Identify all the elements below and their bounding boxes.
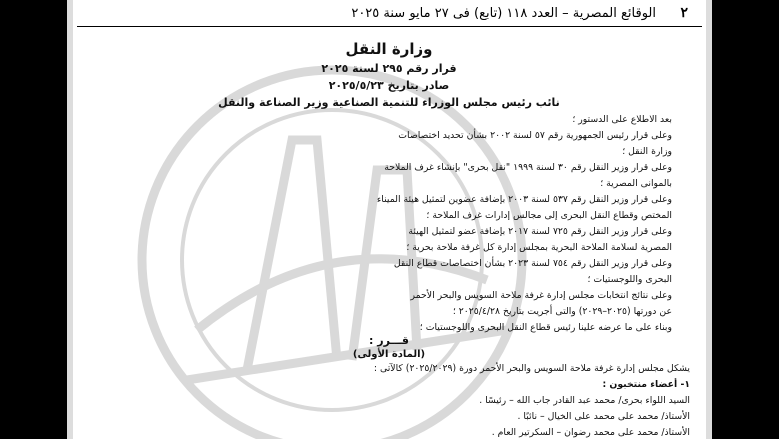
ministry-title: وزارة النقل bbox=[345, 40, 433, 58]
document-page bbox=[67, 0, 712, 439]
preamble-line: وعلى قرار رئيس الجمهورية رقم ٥٧ لسنة ٢٠٠٢ بشأن تحديد اختصاصات bbox=[398, 130, 672, 141]
decree-number: قرار رقم ٢٩٥ لسنة ٢٠٢٥ bbox=[321, 62, 457, 75]
preamble-line: بالموانى المصرية ؛ bbox=[600, 178, 672, 189]
preamble-line: وعلى قرار وزير النقل رقم ٣٠ لسنة ١٩٩٩ "نقل بحرى" بإنشاء غرف الملاحة bbox=[384, 162, 672, 173]
member-line: الأستاذ/ محمد على محمد رضوان – السكرتير العام . bbox=[491, 427, 690, 438]
article-text: يشكل مجلس إدارة غرفة ملاحة السويس والبحر الأحمر دورة (٢٠٢٥/٢٠٢٩) كالآتى : bbox=[373, 363, 690, 374]
preamble-line: وعلى قرار وزير النقل رقم ٥٣٧ لسنة ٢٠٠٣ بإضافة عضوين لتمثيل هيئة الميناء bbox=[376, 194, 672, 205]
preamble-line: بعد الاطلاع على الدستور ؛ bbox=[572, 114, 672, 125]
preamble-line: البحرى واللوجستيات ؛ bbox=[587, 274, 672, 285]
page-number: ٢ bbox=[680, 5, 688, 21]
issue-date: صادر بتاريخ ٢٠٢٥/٥/٢٣ bbox=[328, 79, 450, 92]
preamble-line: عن دورتها (٢٠٢٥–٢٠٢٩) والتى أجريت بتاريخ ٢٠٢٥/٤/٢٨ ؛ bbox=[452, 306, 672, 317]
page-header bbox=[85, 0, 694, 27]
section-heading: ١- أعضاء منتخبون : bbox=[602, 379, 690, 390]
preamble-line: المصرية لسلامة الملاحة البحرية بمجلس إدارة كل غرفة ملاحة بحرية ؛ bbox=[406, 242, 672, 253]
preamble-line: وعلى قرار وزير النقل رقم ٧٥٤ لسنة ٢٠٢٣ بشأن اختصاصات قطاع النقل bbox=[393, 258, 672, 269]
article-heading: (المادة الأولى) bbox=[352, 349, 426, 360]
page-edge-right bbox=[706, 0, 712, 439]
issuer-title: نائب رئيس مجلس الوزراء للتنمية الصناعية وزير الصناعة والنقل bbox=[218, 96, 560, 109]
preamble-line: وزارة النقل ؛ bbox=[622, 146, 672, 157]
page-edge-left bbox=[67, 0, 73, 439]
preamble-line: وبناء على ما عرضه علينا رئيس قطاع النقل البحرى واللوجستيات ؛ bbox=[419, 322, 672, 333]
member-line: الأستاذ/ محمد على محمد على الخيال – نائبًا . bbox=[517, 411, 690, 422]
header-title: الوقائع المصرية – العدد ١١٨ (تابع) فى ٢٧ مايو سنة ٢٠٢٥ bbox=[351, 6, 656, 21]
decides-heading: قـــرر : bbox=[369, 334, 409, 347]
header-rule bbox=[77, 26, 702, 27]
preamble-line: وعلى نتائج انتخابات مجلس إدارة غرفة ملاحة السويس والبحر الأحمر bbox=[410, 290, 672, 301]
preamble-line: المختص وقطاع النقل البحرى إلى مجالس إدارات غرف الملاحة ؛ bbox=[426, 210, 672, 221]
preamble-line: وعلى قرار وزير النقل رقم ٧٢٥ لسنة ٢٠١٧ بإضافة عضو لتمثيل الهيئة bbox=[408, 226, 672, 237]
member-line: السيد اللواء بحرى/ محمد عبد القادر جاب الله – رئيسًا . bbox=[479, 395, 690, 406]
